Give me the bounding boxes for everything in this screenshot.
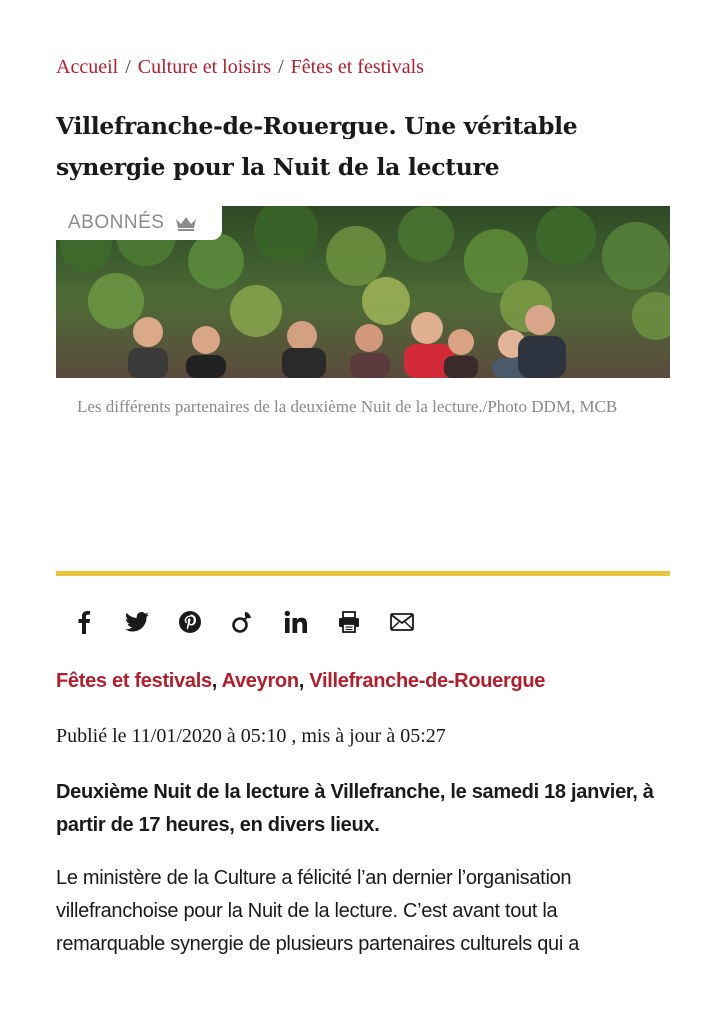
section-divider xyxy=(56,571,670,576)
twitter-icon xyxy=(125,612,149,632)
breadcrumb-culture-loisirs[interactable]: Culture et loisirs xyxy=(137,56,272,78)
photo-caption: Les différents partenaires de la deuxième Nuit de la lecture./Photo DDM, MCB xyxy=(77,397,618,416)
breadcrumb xyxy=(56,56,424,79)
article-body: Le ministère de la Culture a félicité l’an dernier l’organisation villefranchoise pour la Nuit de la lecture. C’est avant tout la remarquable synergie de plusieurs partenaires culturels qui a xyxy=(56,867,580,955)
viadeo-share-button[interactable] xyxy=(225,604,261,640)
breadcrumb-separator: / xyxy=(278,56,284,78)
linkedin-share-button[interactable] xyxy=(278,604,314,640)
email-share-button[interactable] xyxy=(384,604,420,640)
breadcrumb-home[interactable]: Accueil xyxy=(56,56,119,78)
print-button[interactable] xyxy=(331,604,367,640)
tag-aveyron[interactable]: Aveyron xyxy=(221,670,299,692)
facebook-share-button[interactable] xyxy=(66,604,102,640)
article-title: Villefranche-de-Rouergue. Une véritable synergie pour la Nuit de la lecture xyxy=(56,112,578,181)
subscriber-badge xyxy=(56,206,222,240)
print-icon xyxy=(337,610,361,634)
article-photo[interactable] xyxy=(56,206,670,378)
breadcrumb-separator: / xyxy=(125,56,131,78)
share-bar xyxy=(66,604,437,640)
tag-villefranche-de-rouergue[interactable]: Villefranche-de-Rouergue xyxy=(309,670,546,692)
article-lead: Deuxième Nuit de la lecture à Villefranche, le samedi 18 janvier, à partir de 17 heures, en divers lieux. xyxy=(56,781,654,836)
subscriber-badge-label: ABONNÉS xyxy=(68,212,165,233)
tag-separator: , xyxy=(211,670,218,692)
publication-date: Publié le 11/01/2020 à 05:10 , mis à jour à 05:27 xyxy=(56,725,446,747)
facebook-icon xyxy=(77,610,91,634)
tag-fetes-festivals[interactable]: Fêtes et festivals xyxy=(56,670,212,692)
linkedin-icon xyxy=(284,610,308,634)
pinterest-share-button[interactable] xyxy=(172,604,208,640)
pinterest-icon xyxy=(178,610,202,634)
twitter-share-button[interactable] xyxy=(119,604,155,640)
viadeo-icon xyxy=(231,610,255,634)
crown-icon xyxy=(174,215,198,231)
email-icon xyxy=(390,613,414,631)
breadcrumb-fetes-festivals[interactable]: Fêtes et festivals xyxy=(290,56,424,78)
article-tags xyxy=(56,670,545,693)
tag-separator: , xyxy=(298,670,305,692)
